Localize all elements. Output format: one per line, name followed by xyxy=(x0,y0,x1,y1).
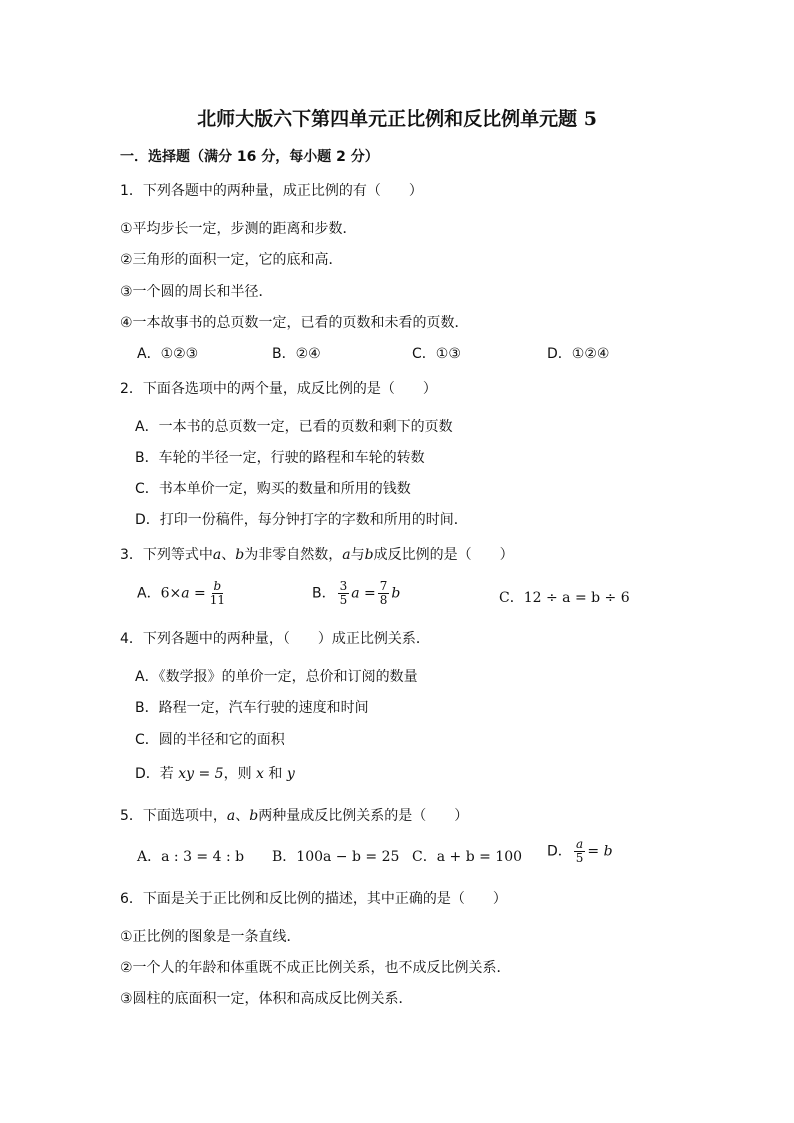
question-5-option-b: B．100a − b = 25 xyxy=(272,849,400,865)
option-a-left: 6× xyxy=(160,585,182,602)
option-label: A． xyxy=(137,585,161,602)
variable-a: a xyxy=(342,547,351,563)
page-title: 北师大版六下第四单元正比例和反比例单元题 5 xyxy=(197,108,597,130)
option-a-eq: a = xyxy=(181,585,206,602)
question-1-option-c: C．①③ xyxy=(412,346,461,362)
option-label: D． xyxy=(547,843,572,860)
variable-b: b xyxy=(364,547,374,563)
question-3-stem xyxy=(120,544,514,564)
question-1-option-b: B．②④ xyxy=(272,346,321,362)
fraction-denominator: 8 xyxy=(379,593,388,608)
question-5-option-a: A．a : 3 = 4 : b xyxy=(137,849,245,865)
question-4-stem: 4．下列各题中的两种量，（ ）成正比例关系． xyxy=(120,631,430,647)
fraction-numerator: 3 xyxy=(339,579,348,593)
fraction xyxy=(338,580,350,607)
question-4-option-b: B．路程一定，汽车行驶的速度和时间 xyxy=(135,700,369,716)
variable-b: b xyxy=(249,808,259,824)
fraction-numerator: a xyxy=(576,837,584,851)
fraction xyxy=(208,580,227,607)
question-2-option-d: D．打印一份稿件，每分钟打字的字数和所用的时间． xyxy=(135,512,468,528)
fraction xyxy=(378,580,390,607)
question-3-option-a xyxy=(137,580,229,607)
fraction-numerator: 7 xyxy=(379,579,388,593)
question-1-item: ③一个圆的周长和半径． xyxy=(120,284,273,300)
option-label: B． xyxy=(312,585,336,602)
question-1-item: ②三角形的面积一定，它的底和高． xyxy=(120,252,343,268)
question-6-item: ③圆柱的底面积一定，体积和高成反比例关系． xyxy=(120,991,413,1007)
question-5-stem-post: 两种量成反比例关系的是（ ） xyxy=(258,808,469,824)
section-heading: 一．选择题（满分 16 分，每小题 2 分） xyxy=(120,149,379,165)
question-2-option-b: B．车轮的半径一定，行驶的路程和车轮的转数 xyxy=(135,450,425,466)
question-2-option-a: A．一本书的总页数一定，已看的页数和剩下的页数 xyxy=(135,419,453,435)
fraction xyxy=(574,838,586,865)
option-d-pre: D．若 xyxy=(135,766,179,782)
question-1-item: ①平均步长一定，步测的距离和步数． xyxy=(120,221,357,237)
question-1-option-d: D．①②④ xyxy=(547,346,610,362)
variable-a: a xyxy=(212,547,222,563)
question-1-stem: 1．下列各题中的两种量，成正比例的有（ ） xyxy=(120,183,423,199)
question-5-option-d xyxy=(547,838,613,865)
question-5-stem xyxy=(120,805,468,825)
question-6-item: ①正比例的图象是一条直线． xyxy=(120,929,301,945)
fraction-denominator: 5 xyxy=(339,593,348,608)
question-3-stem-mid: 为非零自然数， xyxy=(244,547,343,563)
option-d-equation: xy = 5 xyxy=(178,766,224,782)
variable-a: a xyxy=(226,808,236,824)
question-1-option-a: A．①②③ xyxy=(137,346,199,362)
question-3-option-c: C．12 ÷ a = b ÷ 6 xyxy=(499,590,630,606)
question-2-option-c: C．书本单价一定，购买的数量和所用的钱数 xyxy=(135,481,411,497)
variable-b: b xyxy=(235,547,245,563)
fraction-denominator: 11 xyxy=(209,593,226,608)
question-5-option-c: C．a + b = 100 xyxy=(412,849,523,865)
question-1-item: ④一本故事书的总页数一定，已看的页数和未看的页数． xyxy=(120,315,469,331)
question-4-option-a: A．《数学报》的单价一定，总价和订阅的数量 xyxy=(135,669,418,685)
question-3-stem-pre: 3．下列等式中 xyxy=(120,547,213,563)
option-d-end: = b xyxy=(587,843,613,860)
question-3-stem-mid2: 与 xyxy=(350,547,365,563)
variable-y: y xyxy=(286,766,295,782)
question-3-option-b xyxy=(312,580,400,607)
question-4-option-d xyxy=(135,763,295,783)
variable-x: x xyxy=(256,766,264,782)
fraction-numerator: b xyxy=(213,579,222,593)
separator: 、 xyxy=(235,808,250,824)
question-4-option-c: C．圆的半径和它的面积 xyxy=(135,732,285,748)
question-6-item: ②一个人的年龄和体重既不成正比例关系，也不成反比例关系． xyxy=(120,960,511,976)
option-d-mid: ，则 xyxy=(223,766,257,782)
question-5-stem-pre: 5．下面选项中， xyxy=(120,808,227,824)
separator: 、 xyxy=(221,547,236,563)
question-3-stem-post: 成反比例的是（ ） xyxy=(373,547,514,563)
fraction-denominator: 5 xyxy=(575,851,584,866)
question-2-stem: 2．下面各选项中的两个量，成反比例的是（ ） xyxy=(120,381,437,397)
option-b-end: b xyxy=(391,585,401,602)
option-d-and: 和 xyxy=(263,766,287,782)
question-6-stem: 6．下面是关于正比例和反比例的描述，其中正确的是（ ） xyxy=(120,891,507,907)
option-b-mid: a = xyxy=(351,585,376,602)
